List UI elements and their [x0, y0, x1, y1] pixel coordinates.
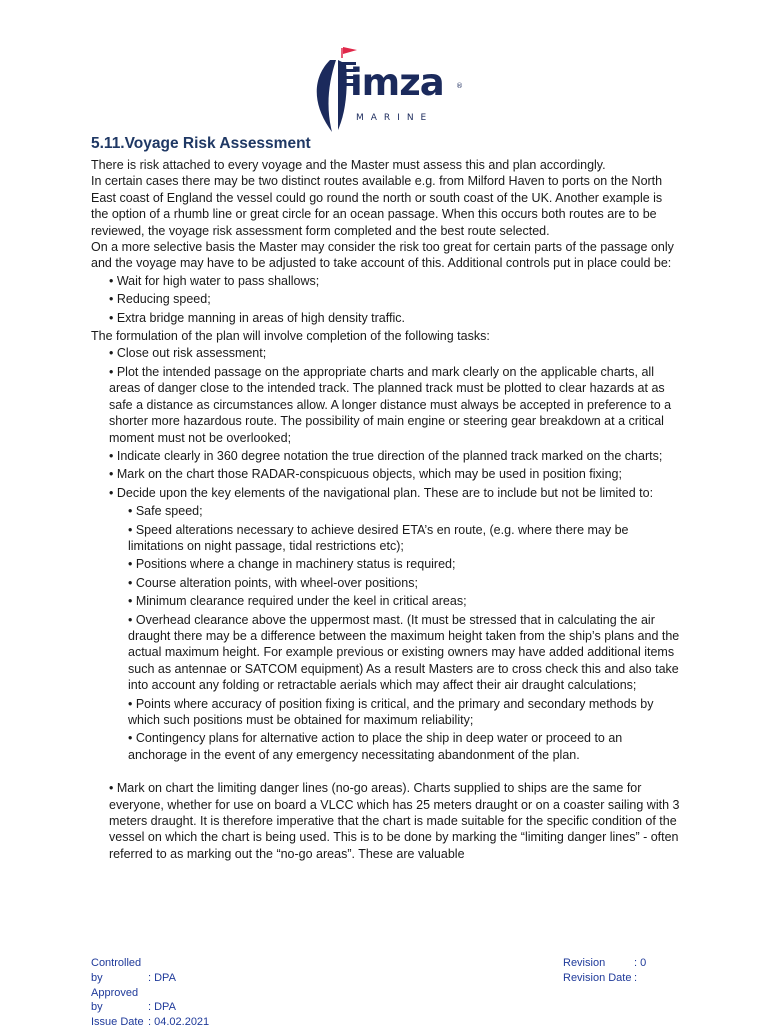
- footer-issue-date: [91, 1015, 209, 1030]
- list-item: • Speed alterations necessary to achieve desired ETA’s en route, (e.g. where there may be limitations on night passage, tidal restrictions etc);: [128, 522, 629, 553]
- list-item: • Course alteration points, with wheel-over positions;: [128, 575, 418, 590]
- footer-value: : DPA: [148, 971, 176, 984]
- list-item: • Minimum clearance required under the keel in critical areas;: [128, 594, 467, 609]
- intro-paragraph: On a more selective basis the Master may consider the risk too great for certain parts of the passage only and the voyage may have to be adjusted to take account of this. Additional controls put in place could be:: [91, 240, 674, 271]
- footer-value: : DPA: [148, 1001, 176, 1014]
- logo-wordmark: imza: [350, 61, 444, 104]
- footer-right: [563, 956, 646, 986]
- tasks-list: [91, 345, 683, 501]
- footer-approved-by: [91, 986, 209, 1016]
- list-item: • Positions where a change in machinery status is required;: [128, 557, 456, 572]
- footer-revision-date: [563, 971, 646, 986]
- document-body: [91, 135, 683, 864]
- list-item: • Mark on chart the limiting danger lines (no-go areas). Charts supplied to ships are the same for everyone, whether for use on board a VLCC which has 25 meters draught or on a coaster sailing with 3 meters draught. It is therefore imperative that the chart is made suitable for the specific condition of the vessel on which the chart is being used. This is to be done by marking the “limiting danger lines” - often referred to as marking out the “no-go areas”. These are valuable: [109, 781, 680, 861]
- list-item: • Close out risk assessment;: [109, 346, 267, 361]
- company-logo: [306, 42, 466, 134]
- footer-label: Revision: [563, 957, 606, 969]
- footer-value: : 04.02.2021: [148, 1016, 210, 1029]
- logo-registered-mark: ®: [456, 82, 463, 90]
- list-item: • Contingency plans for alternative action to place the ship in deep water or proceed to an anchorage in the event of any emergency necessitating abandonment of the plan.: [128, 731, 623, 762]
- footer-label: Revision Date: [563, 971, 632, 984]
- spacer: [91, 765, 683, 779]
- key-elements-list: [91, 503, 683, 763]
- footer-left: [91, 956, 209, 1030]
- footer-label: Issue Date: [91, 1016, 144, 1029]
- list-item: • Safe speed;: [128, 504, 203, 519]
- section-title: 5.11.Voyage Risk Assessment: [91, 135, 311, 152]
- footer-value: :: [634, 971, 638, 984]
- list-item: • Points where accuracy of position fixing is critical, and the primary and secondary methods by which such positions must be obtained for maximum reliability;: [128, 696, 654, 727]
- intro-paragraph: There is risk attached to every voyage and the Master must assess this and plan accordingly.: [91, 158, 606, 172]
- footer-controlled-by: [91, 956, 209, 986]
- footer-label: Controlled by: [91, 957, 142, 984]
- logo-subtitle: MARINE: [356, 113, 434, 123]
- list-item: • Mark on the chart those RADAR-conspicuous objects, which may be used in position fixing;: [109, 467, 622, 482]
- list-item: • Overhead clearance above the uppermost mast. (It must be stressed that in calculating the air draught there may be a difference between the maximum height taken from the ship’s plans and the actual maximum height. For example previous or existing owners may have added additional items such as antennae or SATCOM equipment) As a result Masters are to cross check this and also take into account any folding or retractable aerials which may affect their air draught calculations;: [128, 612, 680, 693]
- list-item: • Indicate clearly in 360 degree notation the true direction of the planned track marked on the charts;: [109, 448, 663, 463]
- list-item: • Reducing speed;: [109, 292, 211, 307]
- footer-revision: [563, 956, 646, 971]
- danger-lines-list: [91, 780, 683, 862]
- footer-value: : 0: [634, 957, 647, 969]
- list-item: • Extra bridge manning in areas of high density traffic.: [109, 310, 405, 325]
- tasks-intro: The formulation of the plan will involve completion of the following tasks:: [91, 329, 490, 344]
- list-item: • Decide upon the key elements of the navigational plan. These are to include but not be limited to:: [109, 485, 654, 500]
- list-item: • Wait for high water to pass shallows;: [109, 273, 320, 288]
- controls-list: [91, 273, 683, 326]
- intro-paragraph: In certain cases there may be two distinct routes available e.g. from Milford Haven to ports on the North East coast of England the vessel could go round the north or south coast of the UK. Another example is the option of a rhumb line or great circle for an ocean passage. When this occurs both routes are to be reviewed, the voyage risk assessment form completed and the best route selected.: [91, 174, 663, 238]
- footer-label: Approved by: [91, 986, 139, 1014]
- list-item: • Plot the intended passage on the appropriate charts and mark clearly on the applicable charts, all areas of danger close to the intended track. The planned track must be plotted to clear hazards at as safe a distance as circumstances allow. A longer distance must always be accepted in preference to a shorter more hazardous route. The possibility of main engine or steering gear breakdown at a critical moment must not be overlooked;: [109, 364, 672, 445]
